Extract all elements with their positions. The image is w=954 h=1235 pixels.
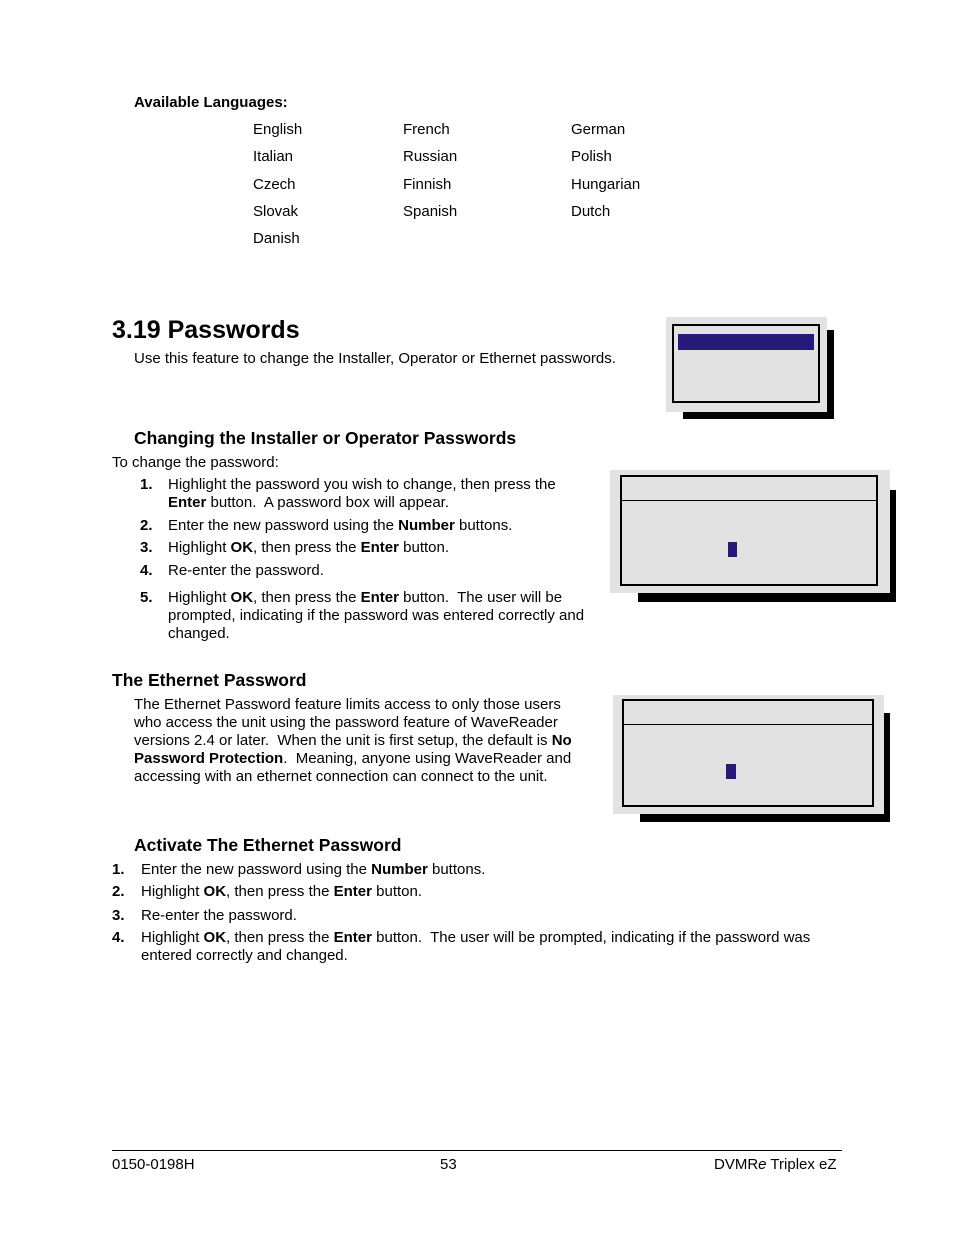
step-text: Highlight OK, then press the Enter button. The user will be prompted, indicating if the password was entered correctly and changed.	[141, 929, 811, 964]
menu-highlight-bar	[678, 334, 814, 350]
dialog-inner	[672, 324, 820, 403]
languages-heading: Available Languages:	[134, 94, 288, 111]
language-item: Russian	[403, 148, 458, 166]
language-item: Italian	[253, 148, 294, 166]
step-number: 2.	[112, 883, 125, 900]
language-item: Polish	[571, 148, 612, 166]
dialog-title-bar	[624, 701, 872, 725]
dialog-title-bar	[622, 477, 876, 501]
language-item: Spanish	[403, 202, 458, 220]
language-item: Hungarian	[571, 175, 641, 193]
step-number: 4.	[112, 929, 125, 946]
step-number: 1.	[112, 861, 125, 878]
language-item: Slovak	[253, 202, 299, 220]
step-number: 3.	[140, 539, 153, 556]
step-text: Enter the new password using the Number buttons.	[168, 517, 513, 534]
ethernet-heading: The Ethernet Password	[112, 670, 307, 690]
step-text: Highlight OK, then press the Enter button. The user will be prompted, indicating if the password was entered correctly and changed.	[168, 589, 585, 642]
footer-product-name: DVMRe Triplex eZ	[714, 1156, 837, 1173]
installer-lead: To change the password:	[112, 454, 279, 471]
step-number: 1.	[140, 476, 153, 493]
password-cursor	[726, 764, 736, 779]
step-text: Re-enter the password.	[141, 907, 297, 924]
language-item: German	[571, 121, 626, 138]
step-text: Highlight OK, then press the Enter button.	[141, 883, 423, 900]
step-number: 2.	[140, 517, 153, 534]
language-item: Danish	[253, 230, 300, 248]
footer-page-number: 53	[440, 1156, 457, 1173]
dialog-inner	[622, 699, 874, 807]
step-text: Re-enter the password.	[168, 562, 324, 579]
footer-rule	[112, 1150, 842, 1151]
step-text: Highlight the password you wish to change, then press the Enter button. A password box will appear.	[168, 476, 556, 511]
language-item: Finnish	[403, 175, 452, 193]
step-number: 5.	[140, 589, 153, 606]
step-number: 3.	[112, 907, 125, 924]
section-intro: Use this feature to change the Installer, Operator or Ethernet passwords.	[134, 350, 616, 367]
language-item: English	[253, 121, 303, 138]
dialog-inner	[620, 475, 878, 586]
footer-doc-number: 0150-0198H	[112, 1156, 195, 1173]
step-text: Highlight OK, then press the Enter button.	[168, 539, 450, 556]
language-item: Czech	[253, 175, 296, 193]
step-text: Enter the new password using the Number buttons.	[141, 861, 486, 878]
installer-heading: Changing the Installer or Operator Passwords	[134, 428, 517, 448]
password-cursor	[728, 542, 737, 557]
page-title: 3.19 Passwords	[112, 316, 300, 344]
language-item: French	[403, 121, 450, 138]
language-item: Dutch	[571, 202, 611, 220]
activate-heading: Activate The Ethernet Password	[134, 835, 402, 855]
ethernet-body: The Ethernet Password feature limits access to only those users who access the unit using the password feature of WaveReader versions 2.4 or later. When the unit is first setup, the default is No Password Protection. Meaning, anyone using WaveReader and accessing with an ethernet connection can connect to the unit.	[134, 696, 572, 785]
step-number: 4.	[140, 562, 153, 579]
